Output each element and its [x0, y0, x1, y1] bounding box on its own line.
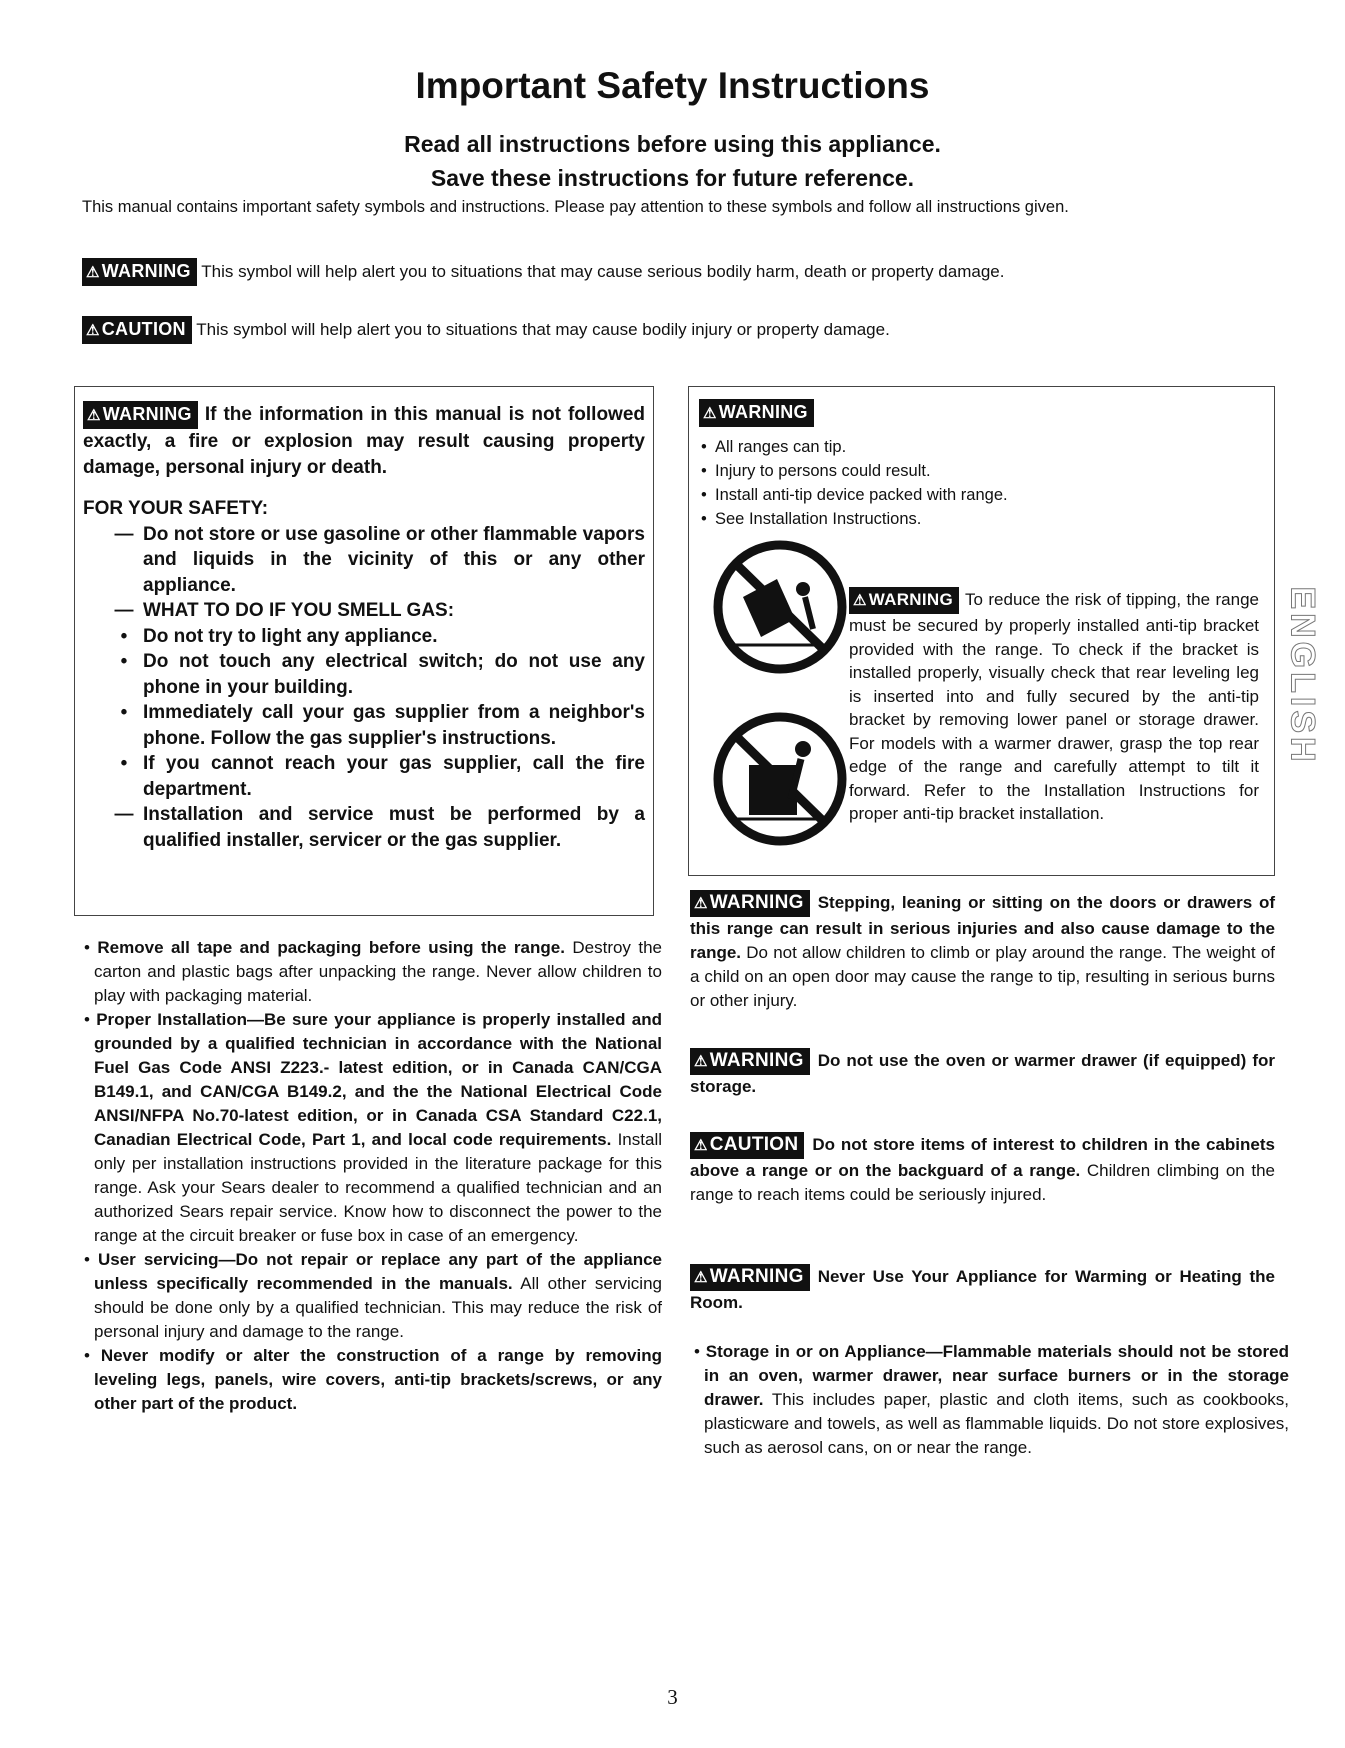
warning-symbol-explanation	[82, 258, 1282, 286]
warning-triangle-icon: ⚠	[87, 407, 101, 424]
warning-badge: ⚠ WARNING	[83, 401, 198, 429]
list-item: • Remove all tape and packaging before using the range. Destroy the carton and plastic bags after unpacking the range. Never allow children to play with packaging material.	[84, 938, 662, 1005]
list-item: • If you cannot reach your gas supplier, call the fire department.	[120, 753, 645, 800]
list-item: • User servicing—Do not repair or replace any part of the appliance unless specifically recommended in the manuals. All other servicing should be done only by a qualified technician. This may reduce the risk of personal injury and damage to the range.	[84, 1250, 662, 1341]
safety-heading: FOR YOUR SAFETY:	[83, 498, 269, 519]
intro-text: This manual contains important safety symbols and instructions. Please pay attention to these symbols and follow all instructions given.	[82, 198, 1069, 216]
warning-triangle-icon: ⚠	[694, 1269, 708, 1286]
list-item: • Install anti-tip device packed with range.	[699, 483, 1264, 507]
list-item: — Installation and service must be performed by a qualified installer, servicer or the gas supplier.	[114, 804, 645, 851]
left-safety-bullets	[80, 936, 662, 1416]
subtitle-save-instructions: Save these instructions for future reference.	[430, 165, 915, 191]
list-item: • Do not try to light any appliance.	[120, 625, 438, 647]
gas-warning-lead: ⚠ WARNING If the information in this manual is not followed exactly, a fire or explosion may result causing property damage, personal injury or death.	[83, 401, 645, 480]
anti-tip-instructions: ⚠ WARNING To reduce the risk of tipping, the range must be secured by properly installed anti-tip bracket provided with the range. To check if the bracket is installed properly, visually check that rear leveling leg is inserted into and fully secured by the anti-tip bracket by removing lower panel or storage drawer. For models with a warmer drawer, grasp the top rear edge of the range and carefully attempt to tilt it forward. Refer to the Installation Instructions for proper anti-tip bracket installation.	[849, 587, 1259, 826]
warning-triangle-icon: ⚠	[694, 1053, 708, 1070]
warning-triangle-icon: ⚠	[86, 322, 100, 339]
page-number: 3	[667, 1685, 678, 1709]
warning-triangle-icon: ⚠	[694, 895, 708, 912]
list-item: • Injury to persons could result.	[699, 459, 1264, 483]
list-item: • Immediately call your gas supplier from a neighbor's phone. Follow the gas supplier's instructions.	[120, 702, 645, 749]
caution-badge: ⚠ CAUTION	[82, 316, 192, 344]
page-title: Important Safety Instructions	[415, 65, 930, 106]
caution-badge: ⚠ CAUTION	[690, 1132, 804, 1159]
warning-badge: ⚠ WARNING	[690, 1264, 810, 1291]
warning-badge: ⚠ WARNING	[690, 890, 810, 917]
storage-warning: ⚠ WARNING Do not use the oven or warmer drawer (if equipped) for storage.	[690, 1050, 1275, 1096]
child-climbing-range-icon	[718, 717, 842, 841]
list-item: • All ranges can tip.	[699, 435, 1264, 459]
list-item: • Do not touch any electrical switch; do not use any phone in your building.	[120, 651, 645, 698]
warning-triangle-icon: ⚠	[853, 592, 867, 609]
stepping-warning: ⚠ WARNING Stepping, leaning or sitting on the doors or drawers of this range can result in serious injuries and also cause damage to the range. Do not allow children to climb or play around the range. The weight of a child on an open door may cause the range to tip, resulting in serious burns or other injury.	[690, 892, 1275, 1010]
warning-badge: ⚠ WARNING	[699, 399, 814, 427]
warning-triangle-icon: ⚠	[86, 264, 100, 281]
anti-tip-bullets	[699, 435, 1264, 531]
warning-triangle-icon: ⚠	[694, 1137, 708, 1154]
flammable-storage-bullet: • Storage in or on Appliance—Flammable materials should not be stored in an oven, warmer drawer, near surface burners or in the storage drawer. This includes paper, plastic and cloth items, such as cookbooks, plasticware and towels, as well as flammable liquids. Do not store explosives, such as aerosol cans, on or near the range.	[694, 1342, 1289, 1457]
language-side-tab: ENGLISH	[1283, 586, 1322, 766]
room-heating-warning: ⚠ WARNING Never Use Your Appliance for Warming or Heating the Room.	[690, 1266, 1275, 1312]
caution-symbol-text: This symbol will help alert you to situations that may cause bodily injury or property damage.	[196, 320, 890, 339]
list-item: • Proper Installation—Be sure your appliance is properly installed and grounded by a qualified technician in accordance with the National Fuel Gas Code ANSI Z223.- latest edition, or in Canada CAN/CGA B149.1, and CAN/CGA B149.2, and the the National Electrical Code ANSI/NFPA No.70-latest edition, or in Canada CSA Standard C22.1, Canadian Electrical Code, Part 1, and local code requirements. Install only per installation instructions provided in the literature package for this range. Ask your Sears dealer to recommend a qualified technician and an authorized Sears repair service. Know how to disconnect the power to the range at the circuit breaker or fuse box in case of an emergency.	[84, 1010, 662, 1245]
tipping-range-icon	[718, 545, 842, 669]
caution-symbol-explanation	[82, 316, 1282, 344]
warning-badge: ⚠ WARNING	[849, 587, 959, 614]
list-item: • Never modify or alter the construction of a range by removing leveling legs, panels, wire covers, anti-tip brackets/screws, or any other part of the product.	[84, 1346, 662, 1413]
tipping-hazard-icons	[705, 537, 855, 867]
anti-tip-warning-box	[688, 386, 1275, 876]
children-items-caution: ⚠ CAUTION Do not store items of interest to children in the cabinets above a range or on the backguard of a range. Children climbing on the range to reach items could be seriously injured.	[690, 1134, 1275, 1204]
warning-triangle-icon: ⚠	[703, 405, 717, 422]
warning-badge: ⚠ WARNING	[82, 258, 197, 286]
safety-list	[83, 522, 645, 854]
list-item: — WHAT TO DO IF YOU SMELL GAS:	[114, 600, 455, 621]
warning-symbol-text: This symbol will help alert you to situations that may cause serious bodily harm, death or property damage.	[201, 262, 1005, 281]
list-item: • See Installation Instructions.	[699, 507, 1264, 531]
gas-warning-box	[74, 386, 654, 916]
list-item: — Do not store or use gasoline or other flammable vapors and liquids in the vicinity of this or any other appliance.	[114, 523, 645, 596]
subtitle-read-instructions: Read all instructions before using this appliance.	[404, 131, 941, 157]
warning-badge: ⚠ WARNING	[690, 1048, 810, 1075]
